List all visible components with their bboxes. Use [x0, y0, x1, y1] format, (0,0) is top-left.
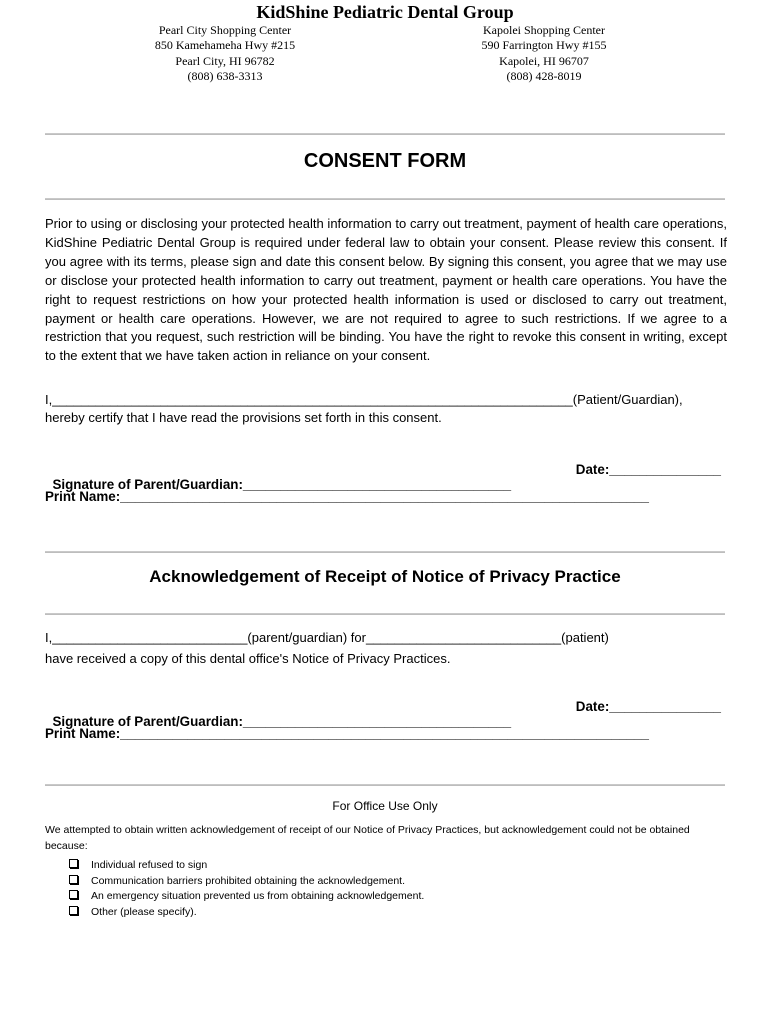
acknowledgement-title: Acknowledgement of Receipt of Notice of Privacy Practice — [149, 567, 621, 586]
divider — [45, 551, 725, 553]
location-kapolei — [424, 23, 664, 84]
checkbox-icon[interactable] — [69, 859, 78, 868]
divider — [45, 613, 725, 615]
checklist-label: Other (please specify). — [91, 905, 197, 918]
checkbox-icon[interactable] — [69, 875, 78, 884]
print-name-field[interactable]: Print Name:_______________________________________________________________________ — [45, 489, 649, 504]
checklist-item[interactable] — [69, 874, 424, 890]
location-line: (808) 428-8019 — [506, 68, 582, 83]
location-pearl-city — [105, 23, 345, 84]
signature-label[interactable]: Signature of Parent/Guardian:____________________________________ — [52, 477, 512, 492]
certify-statement: hereby certify that I have read the provisions set forth in this consent. — [45, 410, 442, 425]
signature-label[interactable]: Signature of Parent/Guardian:____________________________________ — [52, 714, 512, 729]
location-line: Kapolei, HI 96707 — [499, 53, 589, 68]
checklist-label: Communication barriers prohibited obtaining the acknowledgement. — [91, 874, 406, 887]
office-use-checklist — [69, 858, 424, 920]
location-line: Pearl City Shopping Center — [158, 23, 292, 37]
date-field[interactable]: Date:_______________ — [575, 699, 721, 714]
ack-print-name-field[interactable]: Print Name:_______________________________________________________________________ — [45, 726, 649, 741]
office-use-title: For Office Use Only — [332, 799, 438, 813]
org-name: KidShine Pediatric Dental Group — [256, 2, 514, 22]
location-line: 590 Farrington Hwy #155 — [481, 38, 607, 53]
certify-line[interactable]: I,________________________________________________________________________(Patient/Guardian), — [45, 392, 683, 407]
location-line: Pearl City, HI 96782 — [175, 53, 275, 68]
checkbox-icon[interactable] — [69, 890, 78, 899]
location-line: (808) 638-3313 — [187, 68, 263, 83]
date-field[interactable]: Date:_______________ — [575, 462, 721, 477]
checklist-item[interactable] — [69, 889, 424, 905]
checklist-label: An emergency situation prevented us from obtaining acknowledgement. — [91, 890, 425, 902]
checklist-item[interactable] — [69, 858, 424, 874]
office-use-text: We attempted to obtain written acknowledgement of receipt of our Notice of Privacy Practices, but acknowledgement could not be obtained because: — [45, 824, 690, 852]
checkbox-icon[interactable] — [69, 906, 78, 915]
checklist-item[interactable] — [69, 905, 424, 921]
consent-title: CONSENT FORM — [303, 150, 467, 172]
divider — [45, 133, 725, 135]
divider — [45, 198, 725, 200]
divider — [45, 784, 725, 786]
location-line: Kapolei Shopping Center — [483, 23, 605, 37]
acknowledgement-line[interactable]: I,___________________________(parent/guardian) for___________________________(patient) — [45, 630, 609, 645]
checklist-label: Individual refused to sign — [91, 859, 208, 871]
acknowledgement-statement: have received a copy of this dental office's Notice of Privacy Practices. — [45, 651, 451, 666]
location-line: 850 Kamehameha Hwy #215 — [154, 38, 296, 53]
consent-body: Prior to using or disclosing your protected health information to carry out treatment, payment of health care operations, KidShine Pediatric Dental Group is required under federal law to obtain your consent. Please review this consent. If you agree with its terms, please sign and date this consent below. By signing this consent, you agree that we may use or disclose your protected health information to carry out treatment, payment or health care operations. You have the right to request restrictions on how your protected health information is used or disclosed to carry out treatment, payment or health care operations. However, we are not required to agree to such restrictions. If we agree to a restriction that you request, such restriction will be binding. You have the right to revoke this consent in writing, except to the extent that we have taken action in reliance on your consent. — [45, 216, 727, 364]
